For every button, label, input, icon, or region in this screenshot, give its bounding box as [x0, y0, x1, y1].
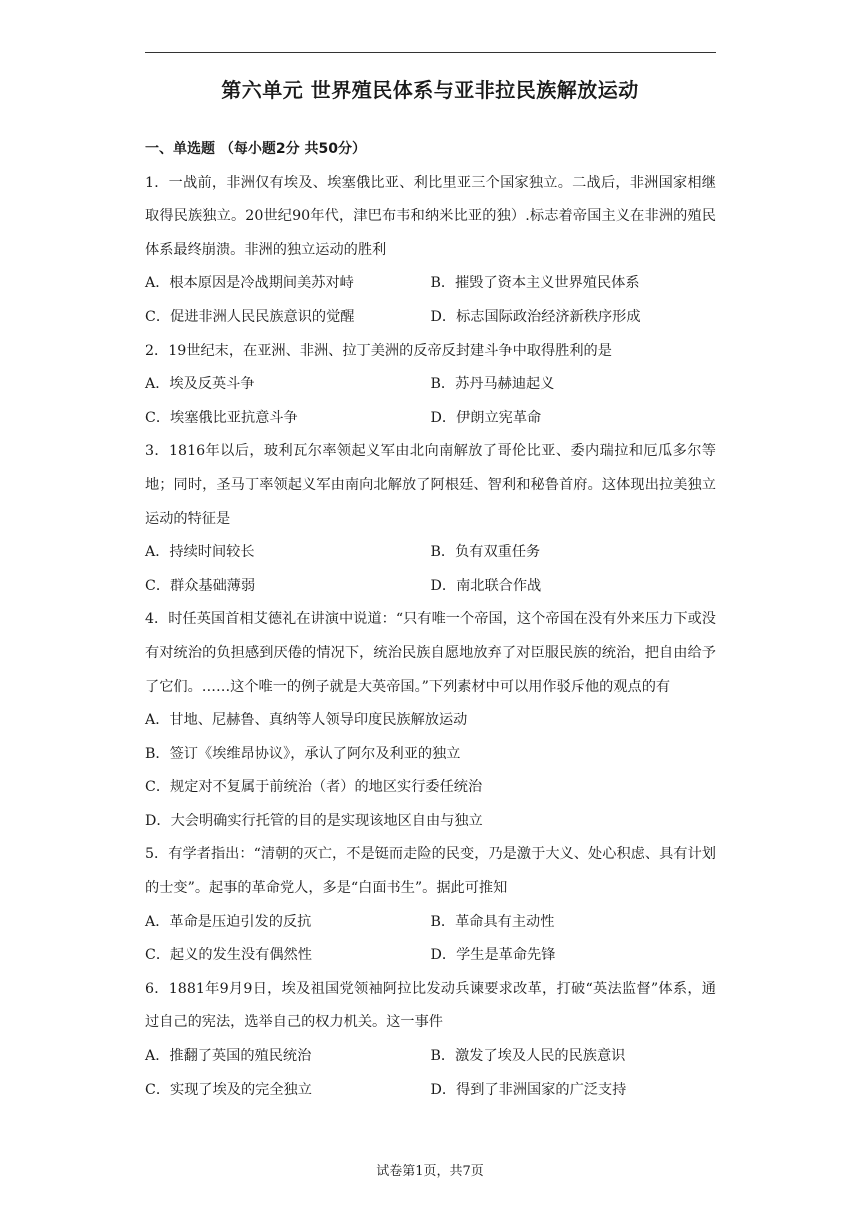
question-2 — [145, 335, 716, 436]
option-c: C．埃塞俄比亚抗意斗争 — [145, 409, 298, 426]
option-c: C．实现了埃及的完全独立 — [145, 1081, 312, 1098]
question-stem: 1．一战前，非洲仅有埃及、埃塞俄比亚、利比里亚三个国家独立。二战后，非洲国家相继取得民族独立。20世纪90年代，津巴布韦和纳米比亚的独）.标志着帝国主义在非洲的殖民体系最终崩溃。非洲的独立运动的胜利 — [145, 174, 716, 258]
option-b: B．革命具有主动性 — [430, 913, 555, 930]
section-heading: 一、单选题 （每小题2分 共50分） — [145, 141, 366, 157]
question-stem: 3．1816年以后，玻利瓦尔率领起义军由北向南解放了哥伦比亚、委内瑞拉和厄瓜多尔等地；同时，圣马丁率领起义军由南向北解放了阿根廷、智利和秘鲁首府。这体现出拉美独立运动的特征是 — [145, 443, 716, 527]
option-a: A．根本原因是冷战期间美苏对峙 — [145, 275, 354, 292]
question-stem: 2．19世纪末，在亚洲、非洲、拉丁美洲的反帝反封建斗争中取得胜利的是 — [145, 342, 612, 359]
option-b: B．苏丹马赫迪起义 — [430, 376, 555, 393]
option-a: A．埃及反英斗争 — [145, 376, 255, 393]
option-d: D．伊朗立宪革命 — [430, 409, 542, 426]
top-rule — [145, 52, 716, 53]
question-5 — [145, 838, 716, 972]
question-1 — [145, 167, 716, 335]
option-b: B．签订《埃维昂协议》，承认了阿尔及利亚的独立 — [145, 745, 461, 762]
option-d: D．得到了非洲国家的广泛支持 — [430, 1081, 627, 1098]
question-3 — [145, 435, 716, 603]
option-d: D．南北联合作战 — [430, 577, 542, 594]
question-stem: 5．有学者指出：“清朝的灭亡，不是铤而走险的民变，乃是激于大义、处心积虑、具有计划的士变”。起事的革命党人，多是“白面书生”。据此可推知 — [145, 846, 716, 897]
question-stem: 4．时任英国首相艾德礼在讲演中说道：“只有唯一个帝国，这个帝国在没有外来压力下或没有对统治的负担感到厌倦的情况下，统治民族自愿地放弃了对臣服民族的统治，把自由给予了它们。……这个唯一的例子就是大英帝国。”下列素材中可以用作驳斥他的观点的有 — [145, 611, 716, 695]
option-b: B．负有双重任务 — [430, 544, 541, 561]
option-a: A．持续时间较长 — [145, 544, 255, 561]
option-b: B．激发了埃及人民的民族意识 — [430, 1048, 626, 1065]
option-d: D．标志国际政治经济新秩序形成 — [430, 308, 641, 325]
option-a: A．推翻了英国的殖民统治 — [145, 1048, 312, 1065]
option-c: C．促进非洲人民民族意识的觉醒 — [145, 308, 355, 325]
option-a: A．革命是压迫引发的反抗 — [145, 913, 312, 930]
page-footer: 试卷第1页，共7页 — [376, 1164, 484, 1179]
option-d: D．大会明确实行托管的目的是实现该地区自由与独立 — [145, 812, 483, 829]
question-list — [145, 133, 716, 1107]
option-d: D．学生是革命先锋 — [430, 947, 556, 964]
question-6 — [145, 973, 716, 1107]
option-c: C．规定对不复属于前统治（者）的地区实行委任统治 — [145, 779, 483, 796]
question-stem: 6．1881年9月9日，埃及祖国党领袖阿拉比发动兵谏要求改革，打破“英法监督”体系，通过自己的宪法，选举自己的权力机关。这一事件 — [145, 980, 716, 1031]
option-c: C．起义的发生没有偶然性 — [145, 947, 312, 964]
option-b: B．摧毁了资本主义世界殖民体系 — [430, 275, 640, 292]
option-c: C．群众基础薄弱 — [145, 577, 256, 594]
page-title: 第六单元 世界殖民体系与亚非拉民族解放运动 — [221, 78, 639, 102]
question-4 — [145, 603, 716, 838]
option-a: A．甘地、尼赫鲁、真纳等人领导印度民族解放运动 — [145, 712, 468, 729]
